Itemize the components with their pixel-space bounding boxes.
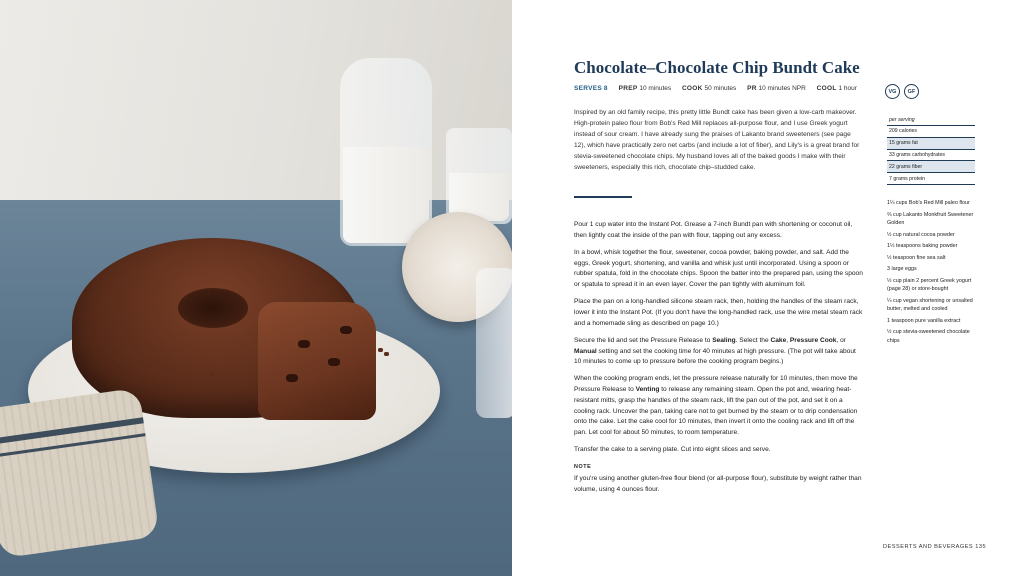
nutrition-header: per serving (887, 116, 975, 126)
step-6: Transfer the cake to a serving plate. Cut into eight slices and serve. (574, 446, 771, 454)
recipe-meta (574, 85, 866, 92)
step-5: When the cooking program ends, let the pressure release naturally for 10 minutes, then move the Pressure Release to Venting to release any remaining steam. Open the pot and, wearing heat-resistant mitts, grasp the handles of the steam rack, lift the pan out of the pot, and set it on a cooling rack. Uncover the pan, taking care not to get burned by the steam or to drip condensation onto the cake. Let the cake cool for 10 minutes, then invert it onto the cooling rack and lift off the pan. Let cool for about 50 minutes, to room temperature. (574, 375, 858, 436)
ingredient-item: ½ cup natural cocoa powder (887, 231, 955, 238)
nutrition-table (887, 116, 975, 185)
ingredient-item: ½ cup stevia-sweetened chocolate chips (887, 329, 970, 344)
step-1: Pour 1 cup water into the Instant Pot. Grease a 7-inch Bundt pan with shortening or coconut oil, then lightly coat the inside of the pan with flour, tapping out any excess. (574, 221, 853, 239)
prep-info: PREP 10 minutes (618, 85, 672, 92)
vegetarian-badge-icon: VG (885, 84, 900, 99)
section-divider (574, 196, 632, 198)
cake-crumb (226, 380, 231, 384)
ingredient-item: ½ teaspoon fine sea salt (887, 254, 946, 261)
ingredient-item: 1 teaspoon pure vanilla extract (887, 317, 961, 324)
ingredient-item: ¼ cup vegan shortening or unsalted butter, melted and cooled (887, 297, 973, 312)
cake-slice (258, 302, 376, 420)
pressure-release-info: PR 10 minutes NPR (747, 85, 806, 92)
nutrition-row: 22 grams fiber (887, 161, 975, 173)
recipe-page (512, 0, 1024, 576)
nutrition-row: 33 grams carbohydrates (887, 150, 975, 162)
recipe-note: If you're using another gluten-free flour blend (or all-purpose flour), substitute by weight rather than volume, using 4 ounces flour. (574, 475, 862, 493)
page-footer (883, 544, 986, 550)
nutrition-row: 7 grams protein (887, 173, 975, 185)
note-label: NOTE (574, 464, 592, 471)
cake-crumb (210, 372, 215, 376)
ingredient-item: ½ cup plain 2 percent Greek yogurt (page 28) or store-bought (887, 277, 972, 292)
step-3: Place the pan on a long-handled silicone steam rack, then, holding the handles of the steam rack, lower it into the Instant Pot. (If you don't have the long-handled rack, use the wire metal steam rack and a homemade sling as described on page 10.) (574, 298, 863, 327)
recipe-steps (574, 220, 864, 502)
step-2: In a bowl, whisk together the flour, sweetener, cocoa powder, baking powder, and salt. Add the eggs, Greek yogurt, shortening, and vanilla and whisk just until incorporated. Using a spoon or rubber spatula, fold in the chocolate chips. Spoon the batter into the prepared pan, using the spoon or spatula to spread it in an even layer. Cover the pan tightly with aluminum foil. (574, 248, 863, 289)
diet-badges (885, 84, 919, 99)
cool-info: COOL 1 hour (816, 85, 857, 92)
ingredient-item: 3 large eggs (887, 266, 917, 272)
milk-glass-back (446, 128, 512, 224)
nutrition-row: 209 calories (887, 126, 975, 138)
ingredient-item: 1½ teaspoons baking powder (887, 243, 958, 249)
cook-info: COOK 50 minutes (681, 85, 737, 92)
page-number: 135 (975, 544, 987, 550)
linen-napkin (0, 388, 160, 559)
recipe-title: Chocolate–Chocolate Chip Bundt Cake (574, 58, 860, 77)
nutrition-row: 15 grams fat (887, 138, 975, 150)
cake-crumb (378, 348, 383, 352)
cake-crumb (384, 352, 389, 356)
milk-glass-front (476, 268, 512, 418)
ingredient-item: ⅔ cup Lakanto Monkfruit Sweetener Golden (887, 211, 974, 226)
step-4: Secure the lid and set the Pressure Release to Sealing. Select the Cake, Pressure Cook, or Manual setting and set the cooking time for 40 minutes at high pressure. (The pot will take about 10 minutes to come up to pressure before the cooking program begins.) (574, 336, 856, 366)
footer-section: DESSERTS AND BEVERAGES (883, 544, 974, 550)
gluten-free-badge-icon: GF (904, 84, 919, 99)
serves-info: SERVES 8 (574, 85, 608, 92)
photo-wall-background (0, 0, 512, 205)
ingredient-list (887, 199, 977, 348)
ingredient-item: 1¼ cups Bob's Red Mill paleo flour (887, 200, 970, 206)
recipe-intro: Inspired by an old family recipe, this pretty little Bundt cake has been given a low-carb makeover. High-protein paleo flour from Bob's Red Mill replaces all-purpose flour, and I use Greek yogurt instead of sour cream. I have already sung the praises of Lakanto brand sweeteners (see page 12), which have practically zero net carbs (and include a lot of fiber), and Lily's is a great brand for stevia-sweetened chocolate chips. My husband loves all of the baked goods I make with their sweeteners, especially this rich, chocolate chip–studded cake. (574, 109, 860, 171)
milk-bottle (340, 58, 432, 246)
bundt-cake-center (178, 288, 248, 328)
